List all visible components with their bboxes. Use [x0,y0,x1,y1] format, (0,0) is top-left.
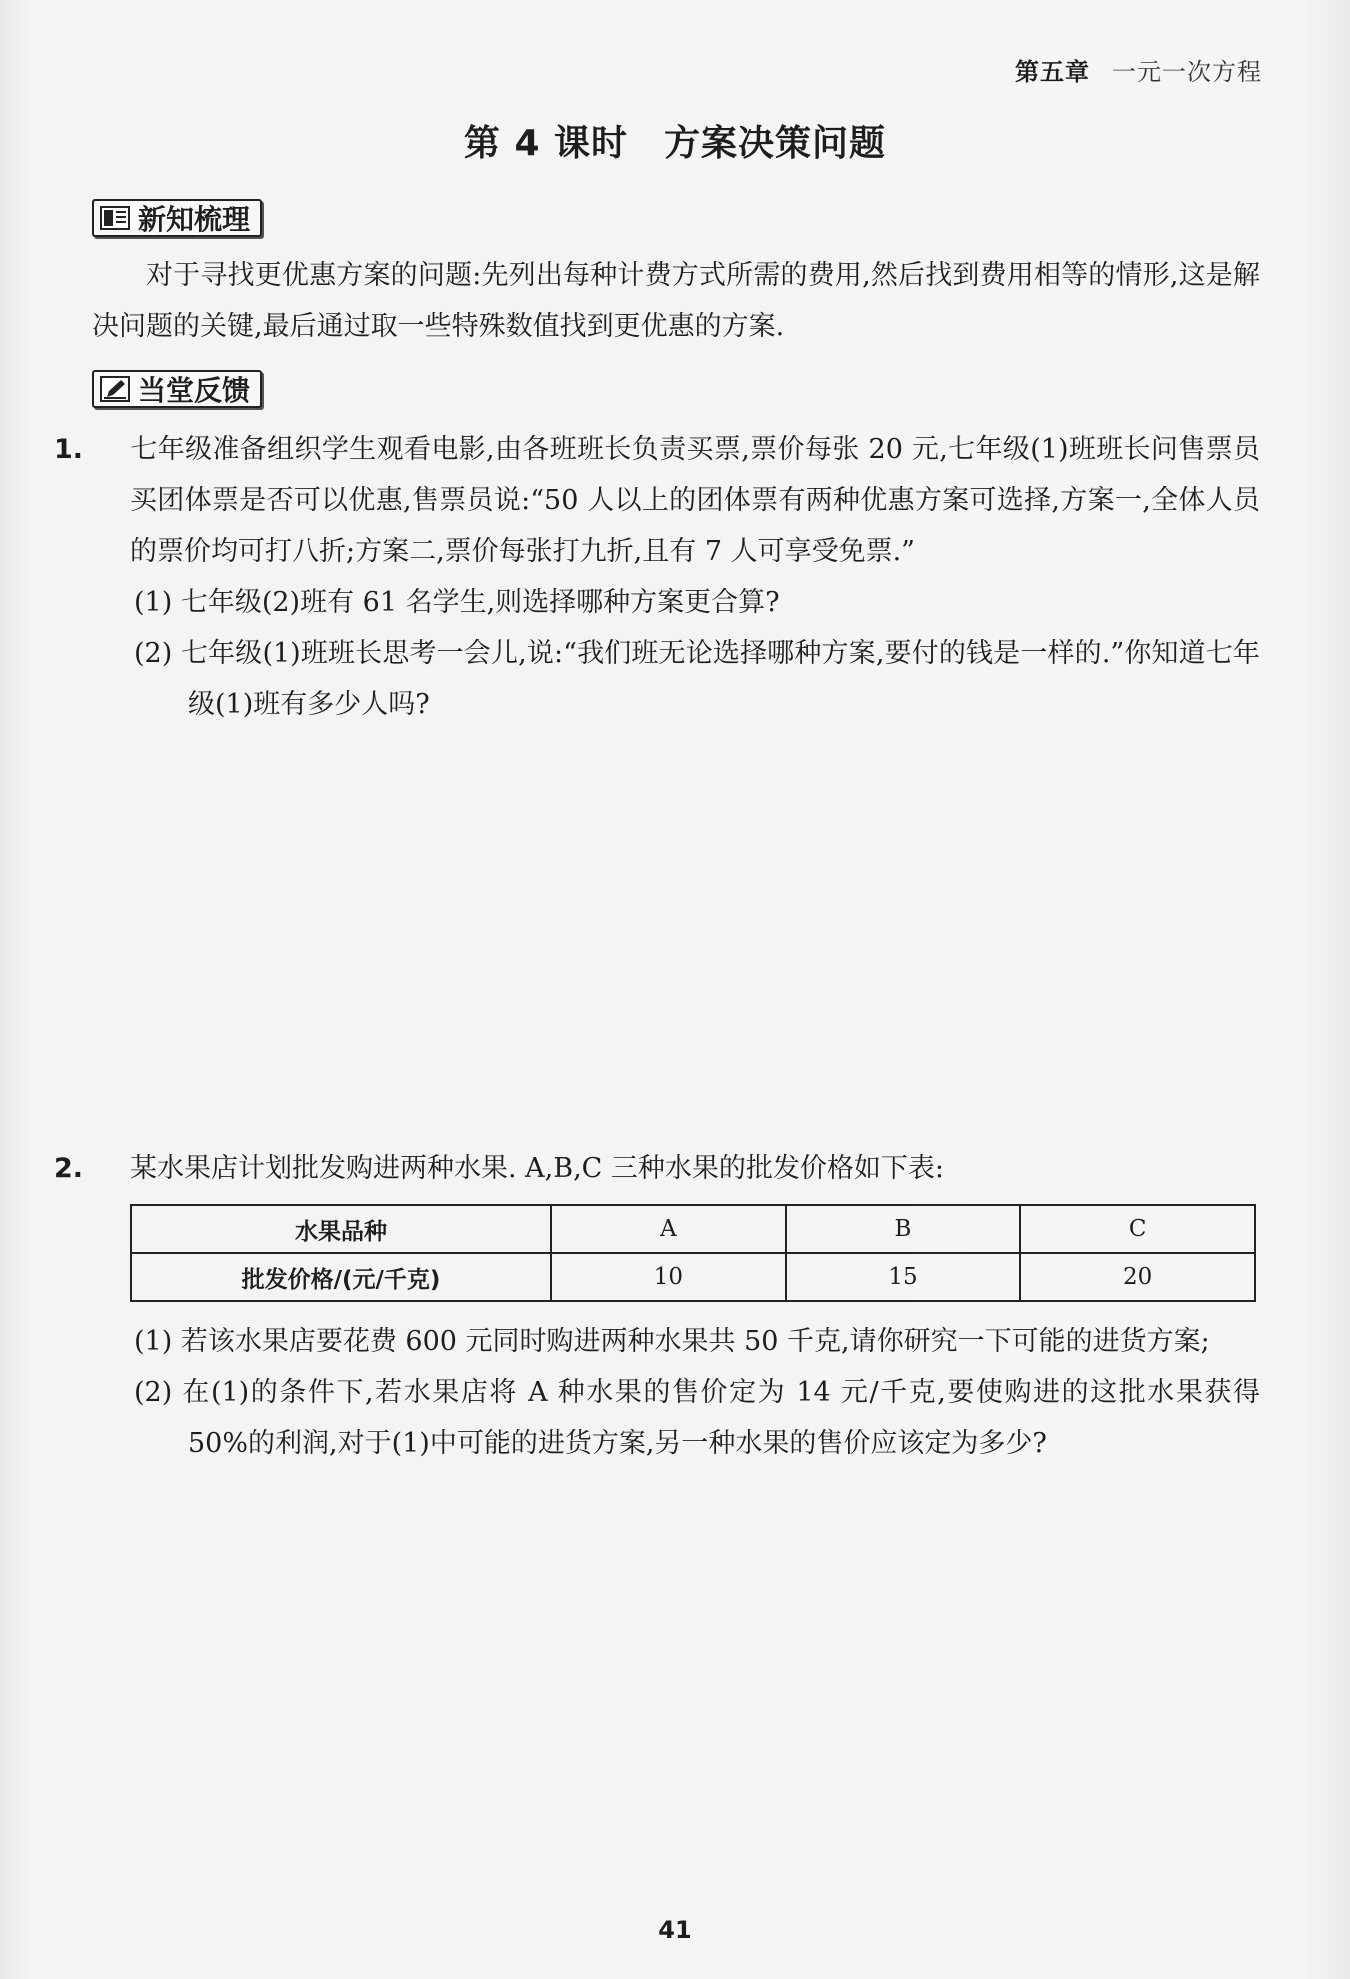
table-cell: 20 [1020,1253,1255,1301]
question-1-text: 七年级准备组织学生观看电影,由各班班长负责买票,票价每张 20 元,七年级(1)班班长问售票员买团体票是否可以优惠,售票员说:“50 人以上的团体票有两种优惠方案可选择,方案一,全体人员的票价均可打八折;方案二,票价每张打九折,且有 7 人可享受免票.” [130,434,1260,567]
page-number: 41 [658,1916,692,1944]
question-1-sub-2: (2) 七年级(1)班班长思考一会儿,说:“我们班无论选择哪种方案,要付的钱是一样的.”你知道七年级(1)班有多少人吗? [134,638,1260,720]
table-cell: 批发价格/(元/千克) [131,1253,551,1301]
question-1 [54,424,1260,730]
table-row [131,1253,1255,1301]
question-1-sub-1: (1) 七年级(2)班有 61 名学生,则选择哪种方案更合算? [134,587,780,618]
question-2-sub-2: (2) 在(1)的条件下,若水果店将 A 种水果的售价定为 14 元/千克,要使购进的这批水果获得 50%的利润,对于(1)中可能的进货方案,另一种水果的售价应该定为多少? [134,1377,1260,1459]
chapter-header [1015,52,1262,87]
question-2-subs [92,1316,1260,1469]
question-1-stem [54,424,1260,577]
table-cell: 水果品种 [131,1205,551,1253]
section-tag-new-knowledge [92,199,262,237]
new-knowledge-text: 对于寻找更优惠方案的问题:先列出每种计费方式所需的费用,然后找到费用相等的情形,这是解决问题的关键,最后通过取一些特殊数值找到更优惠的方案. [92,260,1260,342]
lesson-number: 第 4 课时 [463,123,629,164]
lesson-title [0,115,1350,166]
chapter-number: 第五章 [1015,58,1090,86]
table-cell: B [786,1205,1021,1253]
section-label-feedback: 当堂反馈 [138,374,251,407]
section-label-new-knowledge: 新知梳理 [138,203,251,236]
question-1-number: 1. [54,434,84,465]
chapter-name: 一元一次方程 [1112,58,1262,86]
table-row [131,1205,1255,1253]
pencil-icon [100,376,130,402]
table-cell: C [1020,1205,1255,1253]
question-2-text: 某水果店计划批发购进两种水果. A,B,C 三种水果的批发价格如下表: [130,1153,945,1184]
question-2 [54,1143,1260,1194]
question-2-number: 2. [54,1153,84,1184]
section-tag-feedback [92,370,262,408]
table-cell: A [551,1205,786,1253]
table-cell: 15 [786,1253,1021,1301]
question-2-stem [54,1143,1260,1194]
question-2-sub-1: (1) 若该水果店要花费 600 元同时购进两种水果共 50 千克,请你研究一下可能的进货方案; [134,1326,1210,1357]
fruit-price-table [130,1204,1256,1302]
book-icon [100,205,130,231]
table-cell: 10 [551,1253,786,1301]
lesson-topic: 方案决策问题 [664,123,887,164]
